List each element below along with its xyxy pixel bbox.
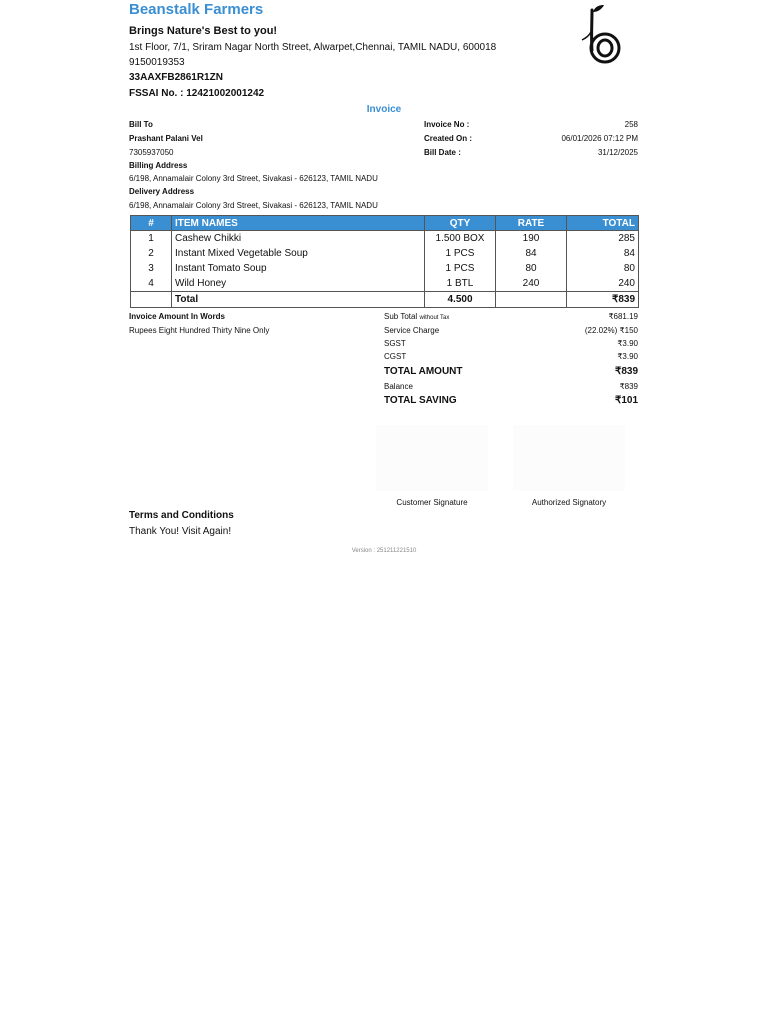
invoice-no: 258 bbox=[624, 120, 638, 129]
item-name: Wild Honey bbox=[172, 276, 425, 292]
terms-label: Terms and Conditions bbox=[129, 510, 234, 521]
item-rate: 80 bbox=[496, 261, 567, 276]
table-row bbox=[131, 231, 639, 247]
created-on: 06/01/2026 07:12 PM bbox=[561, 134, 638, 143]
total-saving-label: TOTAL SAVING bbox=[384, 395, 457, 406]
item-qty: 1 PCS bbox=[425, 261, 496, 276]
customer-signature-label: Customer Signature bbox=[396, 498, 468, 507]
table-row bbox=[131, 246, 639, 261]
total-rate-blank bbox=[496, 292, 567, 308]
company-phone: 9150019353 bbox=[129, 57, 185, 68]
col-header-total: TOTAL bbox=[567, 216, 639, 231]
table-row bbox=[131, 276, 639, 292]
balance-value: ₹839 bbox=[619, 382, 638, 391]
subtotal-label-group bbox=[384, 312, 449, 321]
total-saving-value: ₹101 bbox=[614, 395, 638, 406]
delivery-address: 6/198, Annamalair Colony 3rd Street, Sivakasi - 626123, TAMIL NADU bbox=[129, 201, 378, 210]
balance-label: Balance bbox=[384, 382, 413, 391]
item-qty: 1 BTL bbox=[425, 276, 496, 292]
subtotal-value: ₹681.19 bbox=[608, 312, 638, 321]
total-amount: ₹839 bbox=[567, 292, 639, 308]
authorized-signatory-label: Authorized Signatory bbox=[531, 498, 607, 507]
invoice-title: Invoice bbox=[366, 104, 402, 115]
table-total-row bbox=[131, 292, 639, 308]
service-charge-label: Service Charge bbox=[384, 326, 440, 335]
company-address: 1st Floor, 7/1, Sriram Nagar North Street, Alwarpet,Chennai, TAMIL NADU, 600018 bbox=[129, 42, 497, 53]
terms-text: Thank You! Visit Again! bbox=[129, 526, 232, 537]
total-qty: 4.500 bbox=[425, 292, 496, 308]
total-label: Total bbox=[172, 292, 425, 308]
amount-in-words: Rupees Eight Hundred Thirty Nine Only bbox=[129, 326, 270, 335]
item-rate: 190 bbox=[496, 231, 567, 247]
company-fssai: FSSAI No. : 12421002001242 bbox=[129, 88, 265, 99]
total-amount-label: TOTAL AMOUNT bbox=[384, 366, 463, 377]
company-tagline: Brings Nature's Best to you! bbox=[129, 25, 278, 37]
billing-address-label: Billing Address bbox=[129, 161, 188, 170]
col-header-qty: QTY bbox=[425, 216, 496, 231]
item-name: Instant Tomato Soup bbox=[172, 261, 425, 276]
customer-name: Prashant Palani Vel bbox=[129, 134, 203, 143]
sgst-label: SGST bbox=[384, 339, 406, 348]
col-header-rate: RATE bbox=[496, 216, 567, 231]
item-total: 285 bbox=[567, 231, 639, 247]
item-total: 84 bbox=[567, 246, 639, 261]
col-header-item-names: ITEM NAMES bbox=[172, 216, 425, 231]
subtotal-label: Sub Total bbox=[384, 312, 418, 321]
row-number: 4 bbox=[131, 276, 172, 292]
table-header-row bbox=[131, 216, 639, 231]
company-gstin: 33AAXFB2861R1ZN bbox=[129, 72, 223, 83]
item-qty: 1.500 BOX bbox=[425, 231, 496, 247]
sgst-value: ₹3.90 bbox=[617, 339, 638, 348]
item-rate: 84 bbox=[496, 246, 567, 261]
bill-date-label: Bill Date : bbox=[424, 148, 461, 157]
amount-in-words-label: Invoice Amount In Words bbox=[129, 312, 226, 321]
row-number: 3 bbox=[131, 261, 172, 276]
table-row bbox=[131, 261, 639, 276]
version-text: Version : 251211221510 bbox=[351, 548, 417, 554]
subtotal-note: without Tax bbox=[419, 315, 450, 321]
created-on-label: Created On : bbox=[424, 134, 473, 143]
items-table bbox=[130, 215, 639, 308]
col-header-number: # bbox=[131, 216, 172, 231]
customer-signature-box bbox=[376, 425, 488, 491]
bill-date: 31/12/2025 bbox=[597, 148, 638, 157]
item-total: 80 bbox=[567, 261, 639, 276]
invoice-no-label: Invoice No : bbox=[424, 120, 470, 129]
cgst-value: ₹3.90 bbox=[617, 352, 638, 361]
cgst-label: CGST bbox=[384, 352, 407, 361]
bill-to-label: Bill To bbox=[129, 120, 153, 129]
billing-address: 6/198, Annamalair Colony 3rd Street, Sivakasi - 626123, TAMIL NADU bbox=[129, 174, 378, 183]
service-charge-value: (22.02%) ₹150 bbox=[584, 326, 638, 335]
customer-phone: 7305937050 bbox=[129, 148, 174, 157]
company-name: Beanstalk Farmers bbox=[129, 1, 264, 18]
item-qty: 1 PCS bbox=[425, 246, 496, 261]
row-number: 1 bbox=[131, 231, 172, 247]
item-rate: 240 bbox=[496, 276, 567, 292]
item-name: Instant Mixed Vegetable Soup bbox=[172, 246, 425, 261]
delivery-address-label: Delivery Address bbox=[129, 187, 195, 196]
row-number: 2 bbox=[131, 246, 172, 261]
total-row-blank bbox=[131, 292, 172, 308]
sprout-b-logo-icon bbox=[578, 4, 628, 66]
total-amount-value: ₹839 bbox=[614, 366, 638, 377]
item-total: 240 bbox=[567, 276, 639, 292]
authorized-signatory-box bbox=[513, 425, 625, 491]
item-name: Cashew Chikki bbox=[172, 231, 425, 247]
